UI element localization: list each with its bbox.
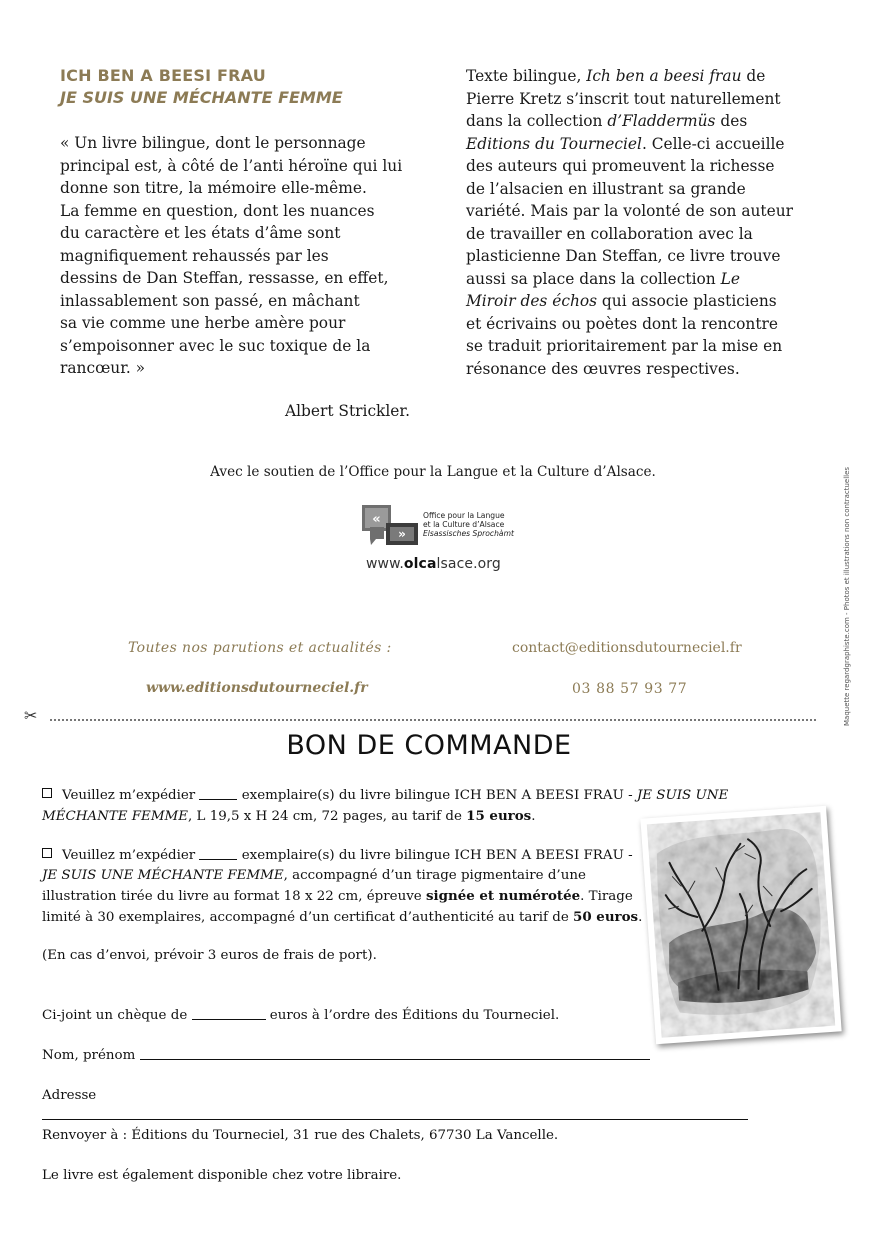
order-text: . Tirage: [580, 889, 633, 904]
desc-italic: Le: [720, 269, 740, 288]
desc-text: dans la collection: [466, 112, 608, 130]
quote-line: s’empoisonner avec le suc toxique de la: [60, 336, 371, 355]
desc-text: de: [741, 67, 766, 85]
desc-text: et écrivains ou poètes dont la rencontre: [466, 314, 778, 333]
order-text: , accompagné d’un tirage pigmentaire d’une: [283, 868, 586, 883]
quantity-field-2[interactable]: [199, 847, 237, 860]
quote-line: « Un livre bilingue, dont le personnage: [60, 134, 366, 152]
scissors-icon: ✂: [24, 706, 38, 725]
desc-text: de travailler en collaboration avec la: [466, 224, 753, 243]
email-link[interactable]: contact@editionsdutourneciel.fr: [512, 640, 742, 656]
desc-text: plasticienne Dan Steffan, ce livre trouve: [466, 247, 781, 265]
desc-text: qui associe plasticiens: [597, 292, 777, 310]
desc-text: Texte bilingue,: [466, 67, 587, 85]
quote-line: sa vie comme une herbe amère pour: [60, 314, 346, 332]
olca-url[interactable]: [366, 556, 501, 572]
order-text: euros à l’ordre des Éditions du Tourneciel.: [269, 1008, 560, 1023]
cheque-amount-field[interactable]: [192, 1007, 266, 1020]
logo-line: Elsassisches Sprochàmt: [423, 529, 514, 538]
svg-text:«: «: [372, 512, 381, 527]
book-title-french: JE SUIS UNE MÉCHANTE FEMME: [60, 88, 343, 107]
quote-author: Albert Strickler.: [285, 402, 410, 420]
quote-line: magnifiquement rehaussés par les: [60, 246, 329, 265]
order-text: exemplaire(s) du livre bilingue ICH BEN A BEESI FRAU -: [241, 848, 633, 863]
order-italic: JE SUIS UNE MÉCHANTE FEMME: [42, 868, 284, 883]
cut-line: [50, 719, 816, 721]
price-option-2: 50 euros: [573, 909, 639, 925]
order-form-title: BON DE COMMANDE: [286, 730, 572, 761]
order-text: Veuillez m’expédier: [62, 848, 196, 863]
desc-text: variété. Mais par la volonté de son auteur: [466, 202, 793, 220]
desc-text: aussi sa place dans la collection: [466, 269, 721, 288]
logo-url-part: lsace.org: [436, 556, 501, 572]
address-label: Adresse: [42, 1088, 97, 1103]
quote-line: La femme en question, dont les nuances: [60, 201, 375, 220]
phone-number: 03 88 57 93 77: [572, 681, 688, 697]
logo-line: Office pour la Langue: [423, 511, 505, 520]
order-italic: JE SUIS UNE: [636, 788, 729, 803]
desc-text: Pierre Kretz s’inscrit tout naturellement: [466, 89, 781, 108]
checkbox-option-2[interactable]: [42, 848, 52, 858]
logo-url-bold: olca: [403, 556, 437, 572]
address-field[interactable]: [42, 1107, 748, 1120]
order-text: .: [638, 910, 643, 925]
quote-line: rancœur. »: [60, 359, 146, 377]
name-field[interactable]: [140, 1047, 650, 1060]
quantity-field-1[interactable]: [199, 787, 237, 800]
checkbox-option-1[interactable]: [42, 788, 52, 798]
address-line: [42, 1086, 802, 1126]
name-line: [42, 1046, 802, 1066]
olca-logo-text: [423, 511, 514, 538]
logo-url-part: www.: [366, 556, 404, 572]
order-text: exemplaire(s) du livre bilingue ICH BEN A BEESI FRAU -: [241, 788, 637, 803]
order-text: Ci-joint un chèque de: [42, 1008, 188, 1023]
order-italic: MÉCHANTE FEMME: [42, 809, 189, 824]
order-text: limité à 30 exemplaires, accompagné d’un certificat d’authenticité au tarif de: [42, 910, 573, 925]
news-label: Toutes nos parutions et actualités :: [128, 640, 392, 656]
desc-text: des auteurs qui promeuvent la richesse: [466, 157, 775, 175]
desc-text: se traduit prioritairement par la mise en: [466, 337, 783, 355]
quote-block: [60, 132, 410, 380]
price-option-1: 15 euros: [466, 808, 532, 824]
book-title-alsatian: ICH BEN A BEESI FRAU: [60, 66, 266, 85]
desc-italic: d’Fladdermüs: [607, 112, 716, 130]
quote-line: principal est, à côté de l’anti héroïne qui lui: [60, 156, 403, 175]
shipping-note: (En cas d’envoi, prévoir 3 euros de frais de port).: [42, 948, 377, 963]
svg-text:»: »: [398, 527, 406, 541]
return-address: Renvoyer à : Éditions du Tourneciel, 31 rue des Chalets, 67730 La Vancelle.: [42, 1128, 559, 1143]
order-bold: signée et numérotée: [425, 888, 581, 904]
desc-text: résonance des œuvres respectives.: [466, 359, 740, 378]
desc-italic: Editions du Tourneciel: [466, 134, 642, 153]
logo-line: et la Culture d’Alsace: [423, 520, 505, 529]
order-text: Veuillez m’expédier: [62, 788, 196, 803]
desc-text: . Celle-ci accueille: [641, 134, 785, 153]
order-text: , L 19,5 x H 24 cm, 72 pages, au tarif de: [188, 809, 467, 824]
desc-italic: Ich ben a beesi frau: [586, 67, 742, 85]
illustration-print: [640, 806, 841, 1044]
quote-line: du caractère et les états d’âme sont: [60, 224, 341, 242]
website-link[interactable]: www.editionsdutourneciel.fr: [146, 680, 368, 696]
quote-line: dessins de Dan Steffan, ressasse, en effet,: [60, 269, 389, 287]
quote-line: donne son titre, la mémoire elle-même.: [60, 179, 367, 197]
order-text: illustration tirée du livre au format 18 x 22 cm, épreuve: [42, 889, 426, 904]
bookstore-note: Le livre est également disponible chez votre libraire.: [42, 1168, 402, 1183]
quote-line: inlassablement son passé, en mâchant: [60, 291, 360, 310]
desc-italic: Miroir des échos: [466, 292, 598, 310]
tree-illustration-icon: [647, 812, 836, 1038]
support-text: Avec le soutien de l’Office pour la Langue et la Culture d’Alsace.: [210, 464, 656, 480]
desc-text: de l’alsacien en illustrant sa grande: [466, 179, 746, 198]
book-description: [466, 65, 806, 380]
desc-text: des: [715, 112, 748, 130]
name-label: Nom, prénom: [42, 1048, 136, 1063]
side-note: Maquette regardgraphiste.com - Photos et illustrations non contractuelles: [843, 466, 851, 726]
order-text: .: [531, 809, 536, 824]
